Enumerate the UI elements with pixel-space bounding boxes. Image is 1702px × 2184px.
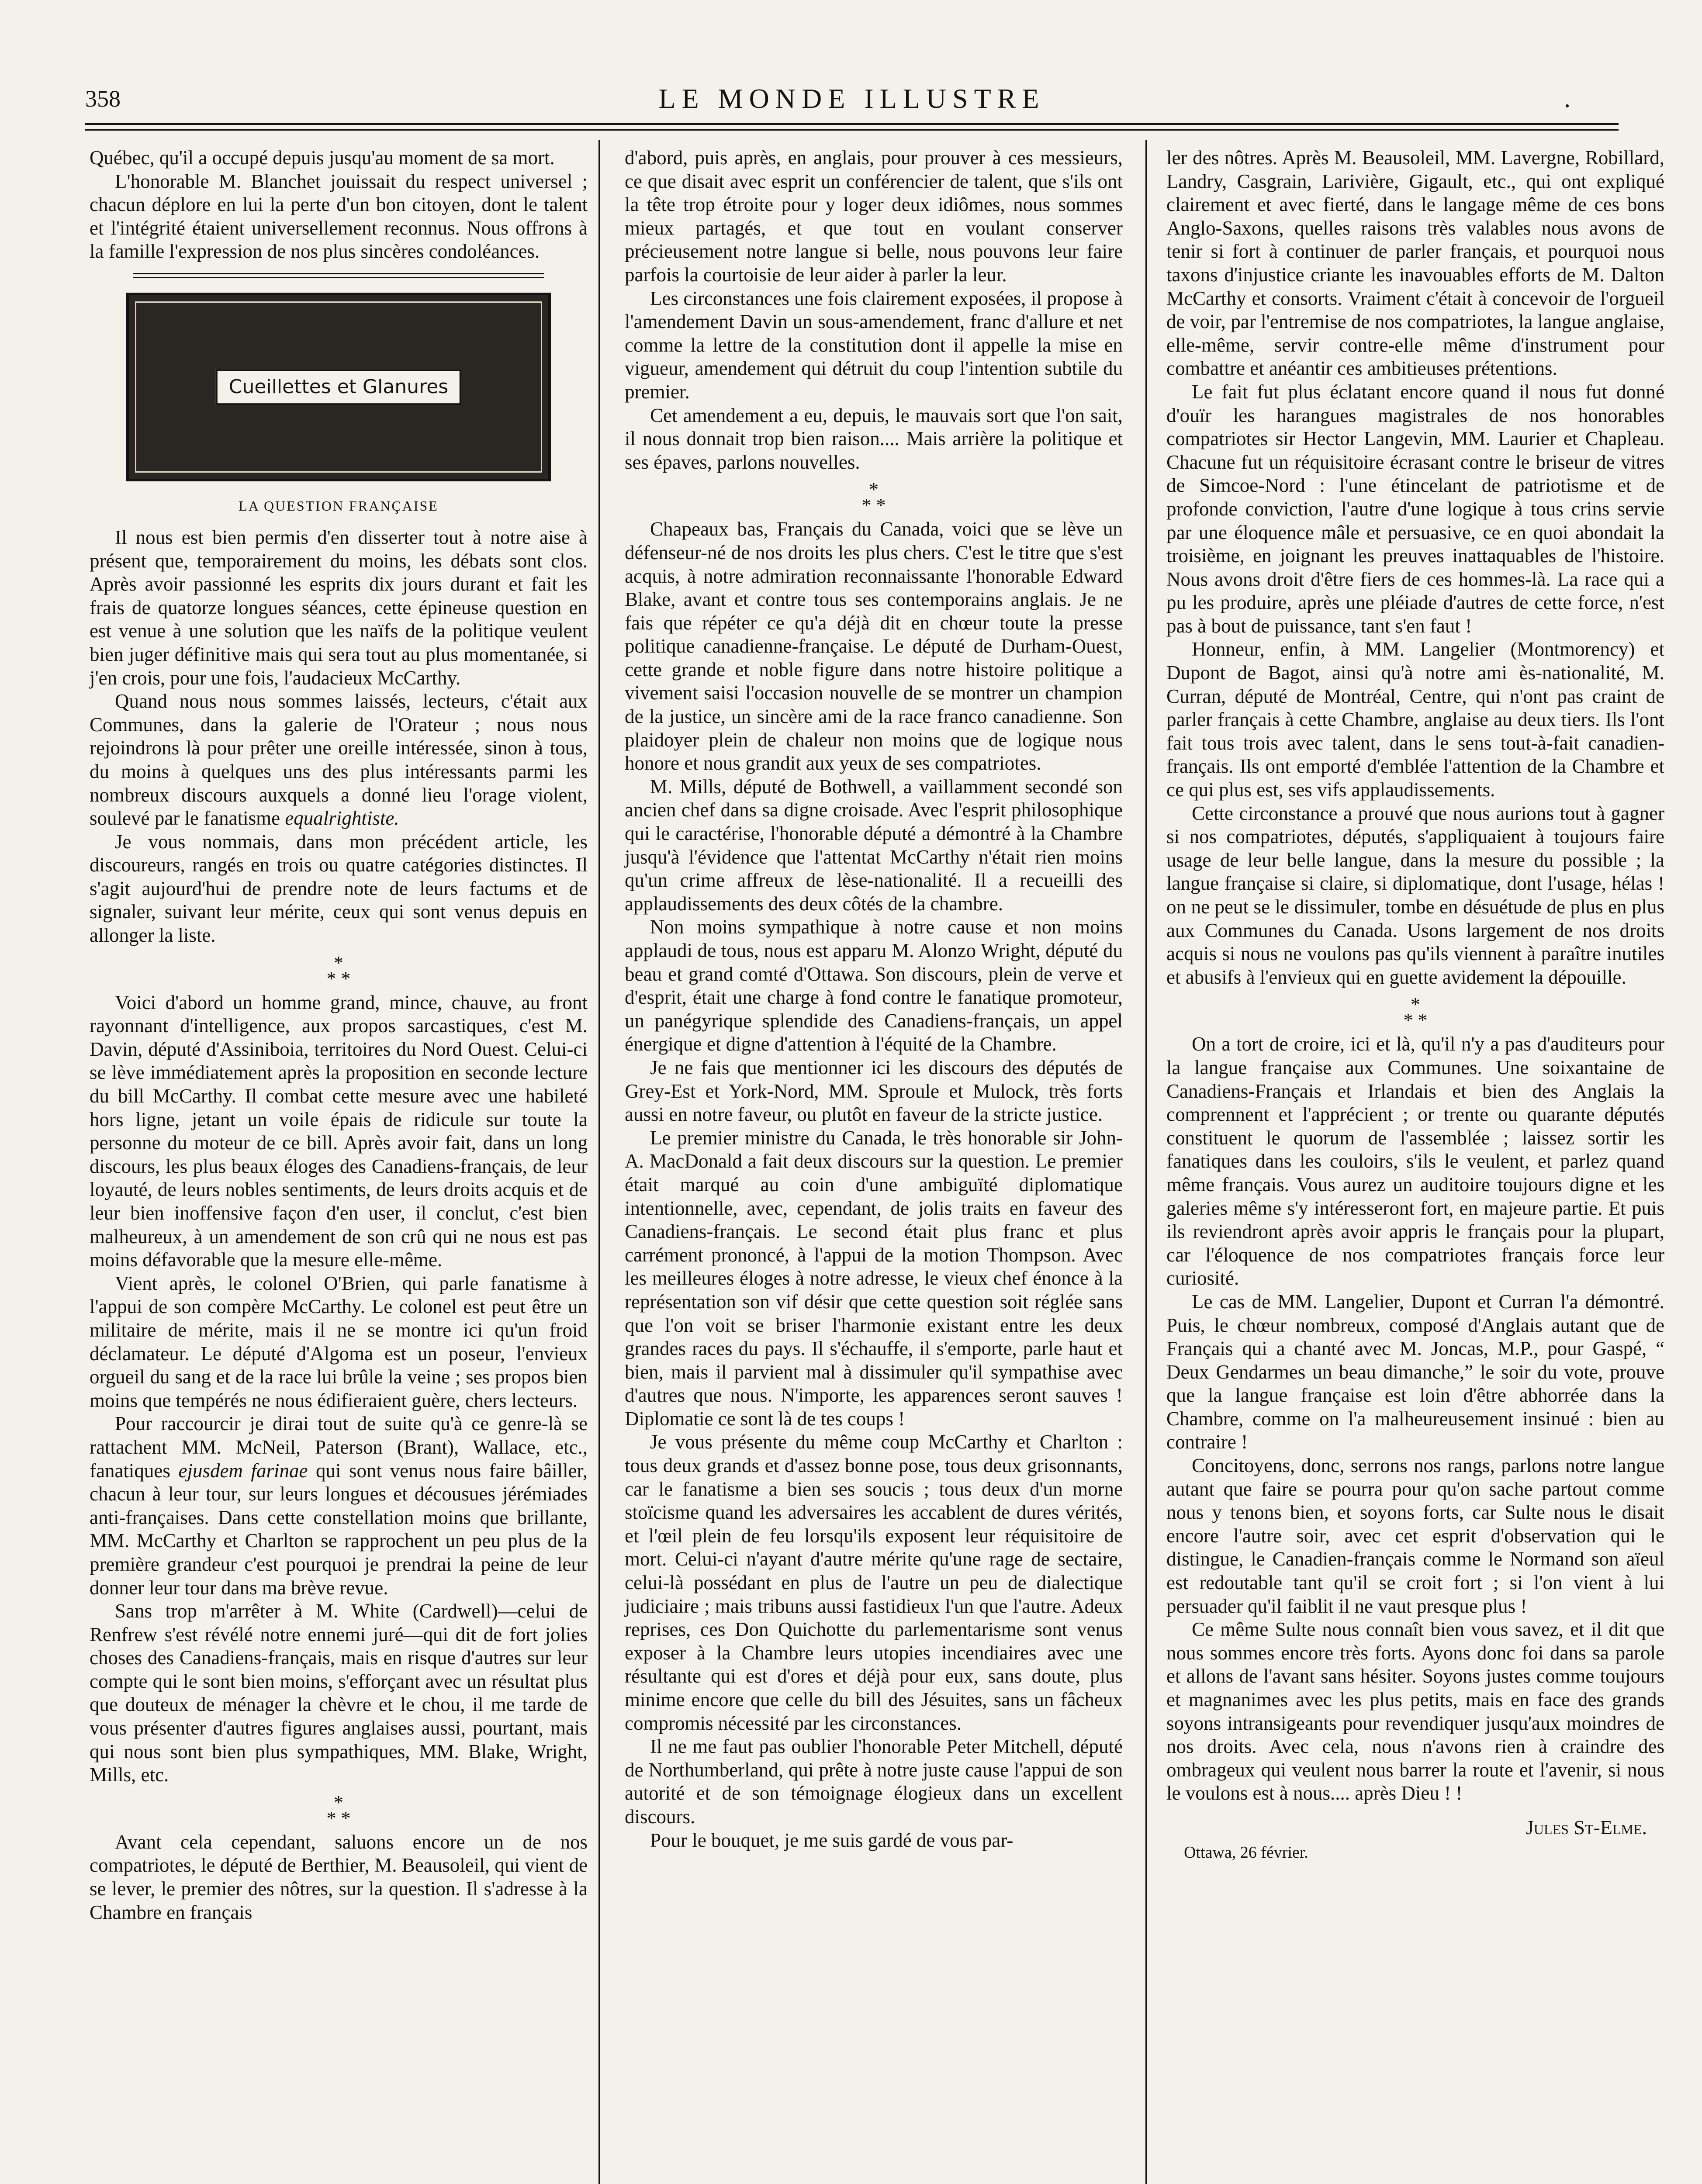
paragraph: d'abord, puis après, en anglais, pour prouver à ces messieurs, ce que disait avec esprit un conférencier de talent, que s'ils ont la tête trop étroite pour y loger deux idiômes, nous sommes mieux partagés, et que tout en voulant conserver précieusement notre langue si belle, nous pouvons leur faire parfois la courtoisie de leur aider à parler la leur. — [625, 147, 1123, 286]
asterism — [90, 1787, 588, 1831]
paragraph: Je vous nommais, dans mon précédent article, les discoureurs, rangés en trois ou quatre catégories distinctes. Il s'agit aujourd'hui de prendre note de leurs factums et de signaler, suivant leur mérite, ceux qui sont venus depuis en allonger la liste. — [90, 830, 588, 947]
header-rule-bottom — [85, 129, 1619, 131]
paragraph: Cet amendement a eu, depuis, le mauvais sort que l'on sait, il nous donnait trop bien raison.... Mais arrière la politique et ses épaves, parlons nouvelles. — [625, 404, 1123, 473]
asterism — [625, 474, 1123, 518]
paragraph: Voici d'abord un homme grand, mince, chauve, au front rayonnant d'intelligence, aux propos sarcastiques, c'est M. Davin, député d'Assiniboia, territoires du Nord Ouest. Celui-ci se lève immédiatement après la proposition en seconde lecture du bill McCarthy. Il combat cette mesure avec une habileté hors ligne, jetant un voile épais de ridicule sur toute la personne du moteur de ce bill. Après avoir fait, dans un long discours, les plus beaux éloges des Canadiens-français, de leur loyauté, de leurs nobles sentiments, de leurs droits acquis et de leur bien inoffensive façon d'en user, il conclut, c'est bien malheureux, à un amendement de son crû qui ne nous est pas moins défavorable que la mesure elle-même. — [90, 991, 588, 1271]
paragraph: Le cas de MM. Langelier, Dupont et Curran l'a démontré. Puis, le chœur nombreux, composé d'Anglais autant que de Français qui a chanté avec M. Joncas, M.P., pour Gaspé, “ Deux Gendarmes un beau dimanche,” le soir du vote, prouve que la langue française est loin d'être abhorrée dans la Chambre, comme on l'a malheureusement insinué : bien au contraire ! — [1166, 1290, 1664, 1453]
paragraph: Ce même Sulte nous connaît bien vous savez, et il dit que nous sommes encore très forts. Ayons donc foi dans sa parole et allons de l'avant sans hésiter. Soyons justes comme toujours et magnanimes avec les plus petits, mais en face des grands soyons intransigeants pour revendiquer jusqu'aux moindres de nos droits. Avec cela, nous n'avons rien à craindre des ombrageux qui veulent nous barrer la route et l'avenir, si nous le voulons est à nous.... après Dieu ! ! — [1166, 1618, 1664, 1804]
asterism-bottom: * * — [326, 1807, 351, 1829]
section-separator-rule — [133, 273, 544, 278]
paragraph: Le premier ministre du Canada, le très honorable sir John-A. MacDonald a fait deux discours sur la question. Le premier était marqué au coin d'une ambiguïté diplomatique intentionnelle, avec, cependant, de jolis traits en faveur des Canadiens-français. Le second était plus franc et plus carrément prononcé, à l'appui de la motion Thompson. Avec les meilleures éloges à notre adresse, le vieux chef énonce à la représentation son vif désir que cette question soit réglée sans que l'on voit se briser l'harmonie existant entre les deux grandes races du pays. Il s'échauffe, il s'emporte, parle haut et bien, mais il parvient mal à dissimuler qu'il sympathise avec d'autres que nous. N'importe, les apparences seront sauves ! Diplomatie ce sont là de tes coups ! — [625, 1127, 1123, 1430]
column-divider-2 — [1145, 140, 1147, 2184]
paragraph: ler des nôtres. Après M. Beausoleil, MM. Lavergne, Robillard, Landry, Casgrain, Larivière, Gigault, etc., qui ont expliqué clairement et avec fierté, dans le langage même de ces bons Anglo-Saxons, quelles raisons très valables nous avons de tenir si fort à continuer de parler français, et pourquoi nous taxons d'injustice criante les inavouables efforts de M. Dalton McCarthy et consorts. Vraiment c'était à concevoir de l'orgueil de voir, par l'entremise de nos compatriotes, la langue anglaise, elle-même, servir contre-elle même d'instrument pour combattre et anéantir ces ambitieuses prétentions. — [1166, 147, 1664, 380]
asterism-top: * — [869, 479, 879, 501]
paragraph: Non moins sympathique à notre cause et non moins applaudi de tous, nous est apparu M. Alonzo Wright, député du beau et grand comté d'Ottawa. Son discours, plein de verve et d'esprit, était une charge à fond contre le fanatique promoteur, un panégyrique splendide des Canadiens-français, un appel énergique et digne d'attention à l'équité de la Chambre. — [625, 916, 1123, 1055]
paragraph: Il ne me faut pas oublier l'honorable Peter Mitchell, député de Northumberland, qui prête à notre juste cause l'appui de son autorité et de son témoignage élogieux dans un excellent discours. — [625, 1735, 1123, 1828]
dateline: Ottawa, 26 février. — [1184, 1843, 1308, 1862]
paragraph: Je vous présente du même coup McCarthy et Charlton : tous deux grands et d'assez bonne pose, tous deux grisonnants, car le fanatisme a bien ses soucis ; tous deux d'un morne stoïcisme quand les adversaires les accablent de dures vérités, et l'œil plein de feu lorsqu'ils exposent leur réquisitoire de mort. Celui-ci n'ayant d'autre mérite qu'une rage de sectaire, celui-là possédant en plus de l'autre un peu de dialectique judiciaire ; mais tribuns aussi fastidieux l'un que l'autre. Adeux reprises, ces Don Quichotte du parlementarisme sont venus exposer à la Chambre leurs utopies incendiaires avec une résultante qui est d'ores et déjà pour eux, sans doute, plus minime encore que celle du bill des Jésuites, sans un fâcheux compromis nécessité par les circonstances. — [625, 1431, 1123, 1734]
paragraph: Je ne fais que mentionner ici les discours des députés de Grey-Est et York-Nord, MM. Sproule et Mulock, très forts aussi en notre faveur, ou plutôt en faveur de la stricte justice. — [625, 1056, 1123, 1126]
paragraph: On a tort de croire, ici et là, qu'il n'y a pas d'auditeurs pour la langue française aux Communes. Une soixantaine de Canadiens-Français et Irlandais et bien des Anglais la comprennent et l'apprécient ; or trente ou quarante députés constituent le quorum de l'assemblée ; laissez sortir les fanatiques dans les couloirs, s'ils le veulent, et parlez quand même français. Vous aurez un auditoire toujours digne et les galeries même s'y intéresseront fort, en majeure partie. Et puis ils reviendront après avoir appris le français pour la plupart, car l'éloquence de nos compatriotes français force leur curiosité. — [1166, 1033, 1664, 1289]
column-divider-1 — [598, 140, 600, 2184]
asterism — [90, 947, 588, 991]
paragraph: Le fait fut plus éclatant encore quand il nous fut donné d'ouïr les harangues magistrales de nos honorables compatriotes sir Hector Langevin, MM. Laurier et Chapleau. Chacune fut un réquisitoire écrasant contre le briseur de vitres de Simcoe-Nord : l'une étincelant de patriotisme et de profonde conviction, l'autre d'une logique à tous crins servie par une éloquence mâle et persuasive, ce en quoi abondait la troisième, en joignant les preuves inattaquables de l'histoire. Nous avons droit d'être fiers de ces hommes-là. La race qui a pu les produire, après une pléiade d'autres de cette force, n'est pas à bout de puissance, tant s'en faut ! — [1166, 380, 1664, 637]
asterism — [1166, 989, 1664, 1033]
emphasis-text: equalrightiste. — [285, 807, 399, 829]
column-2 — [625, 146, 1123, 1852]
asterism-top: * — [334, 1791, 343, 1813]
cueillettes-banner-illustration — [126, 293, 551, 481]
asterism-top: * — [334, 952, 343, 974]
paragraph-text: Pour raccourcir je dirai tout de suite qu'à ce genre-là se rattachent MM. McNeil, Paterson (Brant), Wallace, etc., fanatiques — [90, 1413, 588, 1482]
author-signature: Jules St-Elme. — [1526, 1816, 1647, 1838]
header-dot: . — [1564, 84, 1571, 113]
masthead-title: LE MONDE ILLUSTRE — [658, 83, 1045, 114]
paragraph: Sans trop m'arrêter à M. White (Cardwell)—celui de Renfrew s'est révélé notre ennemi juré—qui dit de fort jolies choses des Canadiens-français, mais en risque d'autres sur leur compte qui le sont bien moins, s'efforçant avec un résultat plus que douteux de ménager la chèvre et le chou, il me tarde de vous présenter d'autres figures anglaises aussi, pourtant, mais qui nous sont bien plus sympathiques, MM. Blake, Wright, Mills, etc. — [90, 1600, 588, 1786]
paragraph: Pour le bouquet, je me suis gardé de vous par- — [650, 1829, 1014, 1851]
paragraph: L'honorable M. Blanchet jouissait du respect universel ; chacun déplore en lui la perte d'un bon citoyen, dont le talent et l'intégrité étaient universellement reconnus. Nous offrons à la famille l'expression de nos plus sincères condoléances. — [90, 170, 588, 263]
paragraph — [90, 690, 588, 830]
banner-label: Cueillettes et Glanures — [216, 369, 461, 405]
paragraph: Vient après, le colonel O'Brien, qui parle fanatisme à l'appui de son compère McCarthy. Le colonel est peut être un militaire de mérite, mais il ne se montre ici qu'un froid déclamateur. Le député d'Algoma est un poseur, l'envieux orgueil du sang et de la race lui brûle la veine ; ses propos bien moins que tempérés ne nous édifieraient guère, chers lecteurs. — [90, 1272, 588, 1411]
asterism-bottom: * * — [1403, 1009, 1428, 1031]
page-header — [85, 85, 1619, 120]
paragraph: Avant cela cependant, saluons encore un de nos compatriotes, le député de Berthier, M. Beausoleil, qui vient de se lever, le premier des nôtres, sur la question. Il s'adresse à la Chambre en français — [90, 1831, 588, 1923]
paragraph: M. Mills, député de Bothwell, a vaillamment secondé son ancien chef dans sa digne croisade. Avec l'esprit philosophique qui le caractérise, l'honorable député a démontré à la Chambre jusqu'à l'évidence que l'attentat McCarthy n'était rien moins qu'un crime affreux de lèse-nationalité. Il a recueilli des applaudissements des deux côtés de la chambre. — [625, 775, 1123, 915]
paragraph: Honneur, enfin, à MM. Langelier (Montmorency) et Dupont de Bagot, ainsi qu'à notre ami ès-nationalité, M. Curran, député de Montréal, Centre, qui n'ont pas craint de parler français à cette Chambre, anglaise au deux tiers. Ils l'ont fait tous trois avec talent, dans le sens tout-à-fait canadien-français. Ils ont emporté d'emblée l'attention de la Chambre et ce qui plus est, ses vifs applaudissements. — [1166, 638, 1664, 801]
paragraph: Les circonstances une fois clairement exposées, il propose à l'amendement Davin un sous-amendement, franc d'allure et net comme la lettre de la constitution dont il appelle la mise en vigueur, amendement qui détruit du coup l'intention subtile du premier. — [625, 287, 1123, 403]
paragraph-text: qui sont venus nous faire bâiller, chacun à leur tour, sur leurs longues et décousues jérémiades anti-françaises. Dans cette constellation moins que brillante, MM. McCarthy et Charlton se rapprochent un peu plus de la première grandeur c'est pourquoi je prendrai la peine de leur donner leur tour dans ma brève revue. — [90, 1459, 588, 1599]
column-1 — [90, 146, 588, 1924]
paragraph: Concitoyens, donc, serrons nos rangs, parlons notre langue autant que faire se pourra pour qu'on sache partout comme nous y tenons bien, et soyons forts, car Sulte nous le disait encore l'autre soir, avec cet esprit d'observation qui le distingue, le Canadien-français comme le Normand son aïeul est redoutable tant qu'il se croit fort ; si l'on vient à lui persuader qu'il faiblit il ne vaut presque plus ! — [1166, 1455, 1664, 1617]
asterism-top: * — [1411, 994, 1420, 1016]
header-rule-top — [85, 123, 1619, 125]
paragraph: Il nous est bien permis d'en disserter tout à notre aise à présent que, temporairement du moins, les débats sont clos. Après avoir passionné les esprits dix jours durant et fait les frais de quatorze longues séances, cette épineuse question en est venue à une solution que les naïfs de la politique veulent bien juger définitive mais qui sera tout au plus momentanée, si j'en crois, pour une fois, l'audacieux McCarthy. — [90, 526, 588, 689]
paragraph: Cette circonstance a prouvé que nous aurions tout à gagner si nos compatriotes, députés, s'appliquaient à toujours faire usage de leur belle langue, dans la mesure du possible ; la langue française si claire, si diplomatique, dont l'usage, hélas ! on ne peut se le dissimuler, tombe en désuétude de plus en plus aux Communes du Canada. Usons largement de nos droits acquis si nous ne voulons pas qu'ils viennent à paraître inutiles et abusifs à l'envieux qui en guette avidement la dépouille. — [1166, 802, 1664, 988]
paragraph: Québec, qu'il a occupé depuis jusqu'au moment de sa mort. — [90, 147, 555, 169]
page-number: 358 — [85, 86, 121, 112]
paragraph — [90, 1412, 588, 1600]
paragraph: Chapeaux bas, Français du Canada, voici que se lève un défenseur-né de nos droits les plus chers. C'est le titre que s'est acquis, à notre admiration reconnaissante l'honorable Edward Blake, avant et contre tous ses contemporains anglais. Je ne fais que répéter ce qu'a déjà dit en chœur toute la presse politique canadienne-française. Le député de Durham-Ouest, cette grande et noble figure dans notre histoire politique a vivement saisi l'occasion nouvelle de se montrer un champion de la justice, un sincère ami de la race franco canadienne. Son plaidoyer plein de chaleur non moins que de logique nous honore et nous grandit aux yeux de ses compatriotes. — [625, 518, 1123, 774]
column-3 — [1166, 146, 1664, 1864]
asterism-bottom: * * — [326, 968, 351, 989]
asterism-bottom: * * — [861, 494, 886, 516]
paragraph-text: Quand nous nous sommes laissés, lecteurs, c'était aux Communes, dans la galerie de l'Orateur ; nous nous rejoindrons là pour prêter une oreille intéressée, sinon à tous, du moins à quelques uns des plus intéressants parmi les nombreux discours auxquels a donné lieu l'orage violent, soulevé par le fanatisme — [90, 690, 588, 829]
section-title: LA QUESTION FRANÇAISE — [239, 498, 439, 514]
emphasis-text: ejusdem farinae — [178, 1459, 308, 1482]
